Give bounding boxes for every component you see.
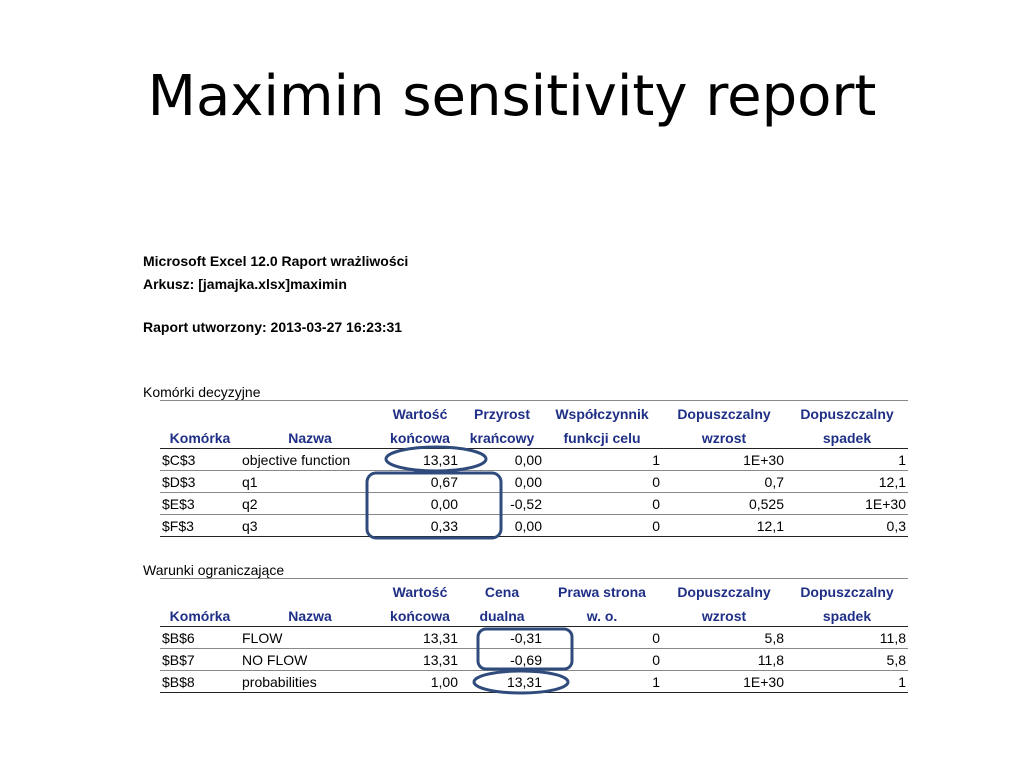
constraints-label: Warunki ograniczające	[143, 562, 285, 578]
row-value: 0,33	[430, 518, 458, 534]
slide-title: Maximin sensitivity report	[147, 64, 877, 129]
header-value-top: Wartość	[392, 406, 448, 422]
header-price-top: Cena	[484, 584, 520, 600]
row-name: FLOW	[242, 630, 283, 646]
row-dec: 1	[898, 452, 906, 468]
row-inc: 11,8	[757, 652, 784, 668]
header-dec-top: Dopuszczalny	[800, 584, 894, 600]
report-heading: Microsoft Excel 12.0 Raport wrażliwości	[143, 253, 409, 269]
header-value-bottom: końcowa	[390, 430, 450, 446]
row-dec: 5,8	[886, 652, 906, 668]
row-name: q1	[242, 474, 258, 490]
header-value-top: Wartość	[392, 584, 448, 600]
row-cell: $B$8	[162, 674, 195, 690]
row-cell: $B$7	[162, 652, 195, 668]
row-cell: $E$3	[162, 496, 195, 512]
header-price-bottom: dualna	[479, 608, 525, 624]
row-rhs: 1	[652, 674, 660, 690]
row-value: 0,67	[430, 474, 458, 490]
row-name: NO FLOW	[242, 652, 308, 668]
row-grad: -0,52	[510, 496, 542, 512]
row-coef: 1	[652, 452, 660, 468]
row-dec: 1E+30	[865, 496, 906, 512]
header-inc-top: Dopuszczalny	[677, 584, 771, 600]
header-value-bottom: końcowa	[390, 608, 450, 624]
header-dec-bottom: spadek	[822, 608, 872, 624]
header-inc-top: Dopuszczalny	[677, 406, 771, 422]
report-sheet: Arkusz: [jamajka.xlsx]maximin	[143, 276, 347, 292]
row-dec: 11,8	[879, 630, 906, 646]
header-grad-top: Przyrost	[473, 406, 531, 422]
row-coef: 0	[652, 496, 660, 512]
row-grad: 0,00	[514, 474, 542, 490]
header-name: Nazwa	[288, 430, 332, 446]
report-created: Raport utworzony: 2013-03-27 16:23:31	[143, 319, 403, 335]
header-rhs-bottom: w. o.	[586, 608, 618, 624]
row-price: -0,69	[510, 652, 542, 668]
row-value: 13,31	[422, 452, 458, 468]
row-price: 13,31	[506, 674, 542, 690]
row-inc: 5,8	[764, 630, 784, 646]
row-inc: 1E+30	[743, 452, 784, 468]
row-rhs: 0	[652, 652, 660, 668]
header-grad-bottom: krańcowy	[469, 430, 535, 446]
row-name: q3	[242, 518, 258, 534]
row-rhs: 0	[652, 630, 660, 646]
row-name: q2	[242, 496, 258, 512]
header-inc-bottom: wzrost	[701, 430, 747, 446]
row-value: 13,31	[422, 630, 458, 646]
row-inc: 12,1	[756, 518, 784, 534]
header-cell: Komórka	[169, 430, 231, 446]
header-cell: Komórka	[169, 608, 231, 624]
header-inc-bottom: wzrost	[701, 608, 747, 624]
annotation-ellipse	[474, 671, 568, 693]
header-coef-top: Współczynnik	[555, 406, 649, 422]
decision-cells-label: Komórki decyzyjne	[143, 384, 261, 400]
annotation-box	[478, 629, 572, 669]
row-coef: 0	[652, 474, 660, 490]
row-name: probabilities	[242, 674, 317, 690]
row-cell: $B$6	[162, 630, 195, 646]
row-grad: 0,00	[514, 452, 542, 468]
row-cell: $C$3	[162, 452, 196, 468]
header-coef-bottom: funkcji celu	[563, 430, 641, 446]
header-rhs-top: Prawa strona	[558, 584, 646, 600]
row-dec: 0,3	[886, 518, 906, 534]
header-dec-top: Dopuszczalny	[800, 406, 894, 422]
row-cell: $D$3	[162, 474, 196, 490]
row-value: 1,00	[430, 674, 458, 690]
row-cell: $F$3	[162, 518, 194, 534]
header-name: Nazwa	[288, 608, 332, 624]
row-name: objective function	[242, 452, 351, 468]
annotation-ellipse	[386, 447, 486, 471]
row-inc: 0,7	[764, 474, 784, 490]
row-inc: 1E+30	[743, 674, 784, 690]
row-value: 0,00	[430, 496, 458, 512]
row-value: 13,31	[422, 652, 458, 668]
row-dec: 1	[898, 674, 906, 690]
row-inc: 0,525	[748, 496, 784, 512]
row-price: -0,31	[510, 630, 542, 646]
row-grad: 0,00	[514, 518, 542, 534]
row-coef: 0	[652, 518, 660, 534]
header-dec-bottom: spadek	[822, 430, 872, 446]
row-dec: 12,1	[878, 474, 906, 490]
annotation-box	[367, 473, 501, 538]
